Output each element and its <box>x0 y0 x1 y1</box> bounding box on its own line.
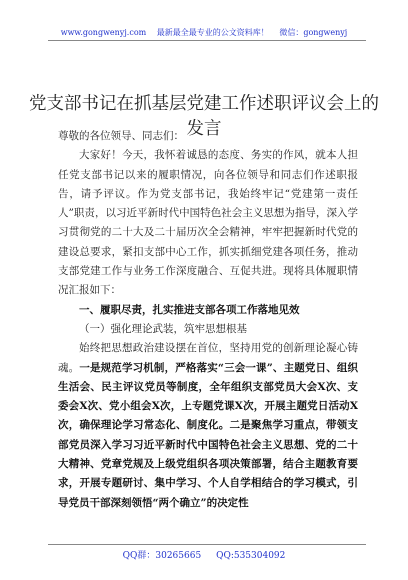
title-line-1: 党支部书记在抓基层党建工作述职评议会上的 <box>29 94 379 114</box>
paragraph-bold-text: 一是规范学习机制，严格落实“三会一课”、主题党日、组织生活会、民主评议党员等制度，全年组织支部党员大会X次、支委会X次、党小组会X次，上专题党课X次，开展主题党日活动X次，确保理论学习常态化、制度化。二是聚焦学习重点，带领支部党员深入学习习近平新时代中国特色社会主义思想、党的二十大精神、党章党规及上级党组织各项决策部署，结合主题教育要求，开展专题研讨、集中学习、个人自学相结合的学习模式，引导党员干部深刻领悟“两个确立”的决定性 <box>58 361 359 509</box>
section-heading-1: 一、履职尽责，扎实推进支部各项工作落地见效 <box>79 303 300 316</box>
wechat-contact: 微信：gongwenyj <box>279 28 348 37</box>
site-header <box>0 27 408 38</box>
site-slogan: 最新最全最专业的公文资料库！ <box>156 28 269 37</box>
intro-paragraph: 大家好！今天，我怀着诚恳的态度、务实的作风，就本人担任党支部书记以来的履职情况，向各位领导和同志们作述职报告，请予评议。作为党支部书记，我始终牢记“党建第一责任人”职责，以习近平新时代中国特色社会主义思想为指导，深入学习贯彻党的二十大及二十届历次全会精神，牢牢把握新时代党的建设总要求，紧扣支部中心工作，抓实抓细党建各项任务，推动支部党建工作与业务工作深度融合、互促共进。现将具体履职情况汇报如下： <box>58 149 358 297</box>
body-paragraph-1 <box>58 339 358 513</box>
header-divider <box>48 40 366 41</box>
qq-contact: QQ:535304092 <box>216 551 286 561</box>
salutation: 尊敬的各位领导、同志们： <box>58 130 184 142</box>
title-line-2: 发言 <box>186 119 222 139</box>
paragraph-text: 始终把思想政治建设摆在首位，坚持用党的创新理论凝心铸魂。 <box>58 342 358 374</box>
footer-divider <box>48 544 366 545</box>
site-url-link[interactable]: www.gongwenyj.com <box>60 28 147 37</box>
site-footer <box>0 548 408 561</box>
qq-group-contact: QQ群：30265665 <box>122 551 202 561</box>
document-body <box>58 127 358 513</box>
subsection-heading-1: （一）强化理论武装，筑牢思想根基 <box>79 322 247 335</box>
